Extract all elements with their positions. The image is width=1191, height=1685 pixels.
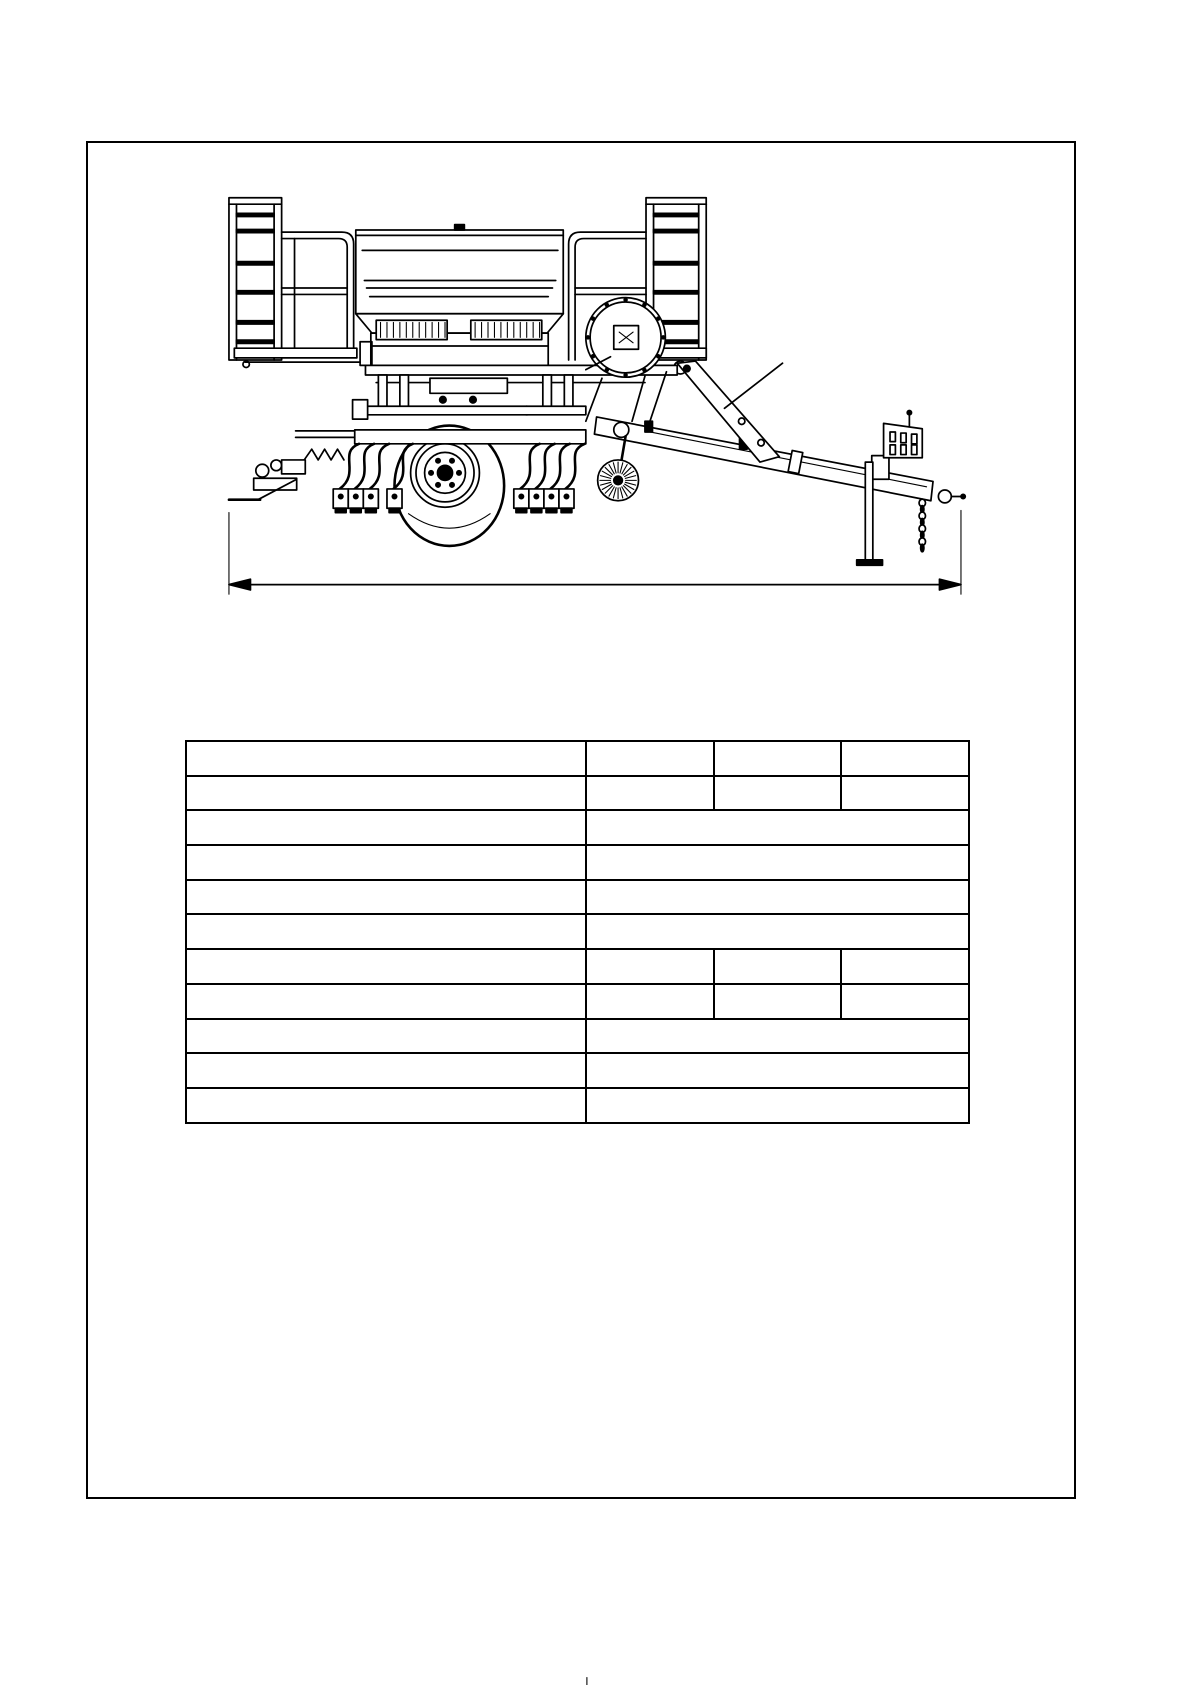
table-cell-label: [186, 914, 586, 949]
table-cell: [714, 776, 841, 811]
table-cell: [841, 984, 969, 1019]
table-row: [186, 1019, 969, 1054]
table-row: [186, 949, 969, 984]
table-cell-label: [186, 1053, 586, 1088]
table-cell-merged: [586, 1053, 969, 1088]
table-cell-label: [186, 880, 586, 915]
table-cell-merged: [586, 1088, 969, 1123]
table-row: [186, 810, 969, 845]
table-cell-merged: [586, 845, 969, 880]
table-cell-label: [186, 1088, 586, 1123]
table-cell: [714, 984, 841, 1019]
table-cell-label: [186, 810, 586, 845]
table-cell-label: [186, 845, 586, 880]
table-row: [186, 1088, 969, 1123]
table-row: [186, 845, 969, 880]
table-cell: [586, 741, 714, 776]
table-cell-merged: [586, 1019, 969, 1054]
table-cell: [586, 949, 714, 984]
table-cell-label: [186, 776, 586, 811]
table-cell-label: [186, 949, 586, 984]
table-cell: [841, 741, 969, 776]
table-cell-merged: [586, 880, 969, 915]
table-cell: [586, 984, 714, 1019]
table-cell-merged: [586, 810, 969, 845]
table-cell-merged: [586, 914, 969, 949]
table-row: [186, 984, 969, 1019]
table-cell: [841, 949, 969, 984]
table-cell-label: [186, 1019, 586, 1054]
table-row: [186, 880, 969, 915]
table-cell: [714, 741, 841, 776]
table-cell: [714, 949, 841, 984]
table-row: [186, 741, 969, 776]
table-row: [186, 914, 969, 949]
table-cell: [586, 776, 714, 811]
table-cell-label: [186, 984, 586, 1019]
table-cell: [841, 776, 969, 811]
table-row: [186, 776, 969, 811]
table-row: [186, 1053, 969, 1088]
table-cell-label: [186, 741, 586, 776]
specification-table: [185, 740, 970, 1124]
